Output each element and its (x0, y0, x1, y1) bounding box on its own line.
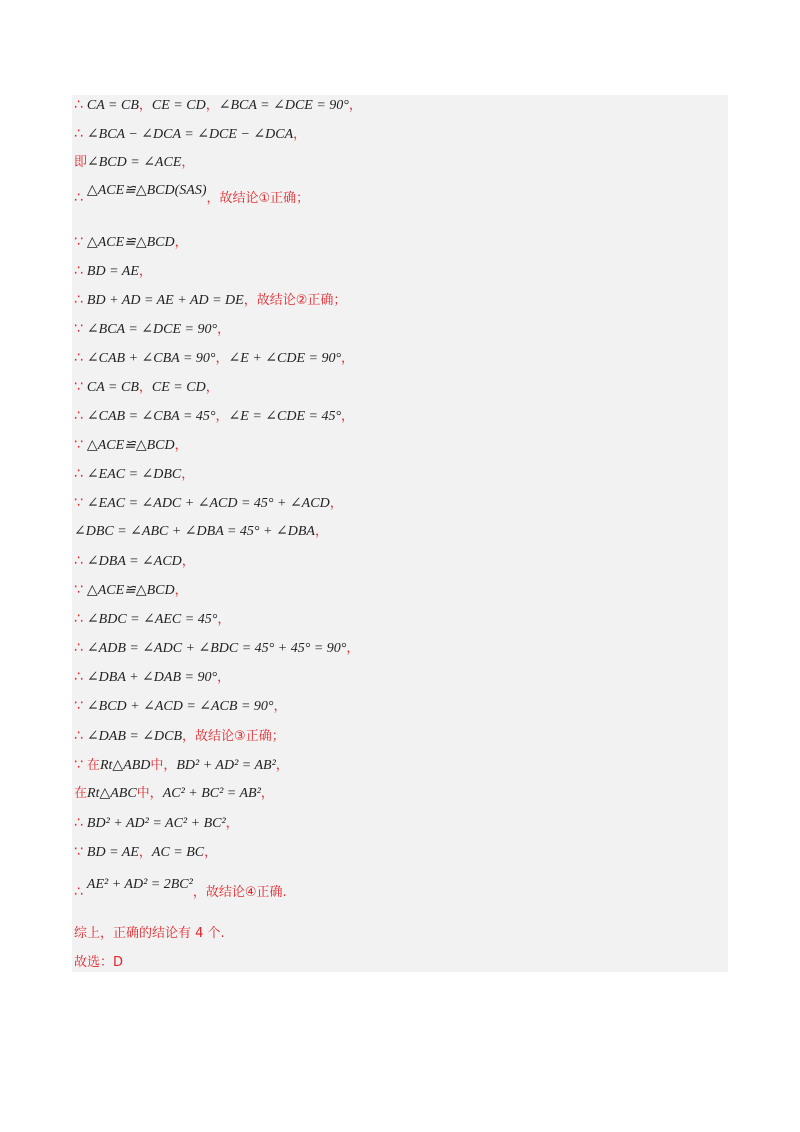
solution-line (74, 922, 225, 946)
math-expression: AC = BC (151, 845, 205, 860)
therefore-symbol: ∴ (74, 669, 83, 685)
math-expression: ∠BCD + ∠ACD = ∠ACB = 90° (86, 699, 274, 714)
solution-line (74, 951, 123, 975)
line-conclusion: ， (293, 127, 307, 142)
line-conclusion: ， (138, 264, 152, 279)
line-conclusion: ， (217, 322, 231, 337)
solution-line (74, 782, 274, 806)
math-expression: ∠E = ∠CDE = 45° (228, 409, 342, 424)
separator: ， (215, 409, 229, 424)
therefore-symbol: ∴ (74, 611, 83, 627)
because-symbol: ∵ (74, 757, 83, 773)
because-symbol: ∵ (74, 582, 83, 598)
solution-line (74, 288, 346, 312)
math-expression: BD = AE (86, 845, 139, 860)
solution-line (74, 259, 152, 283)
separator: ， (138, 380, 152, 395)
because-symbol: ∵ (74, 495, 83, 511)
solution-line (74, 462, 194, 486)
solution-line (74, 724, 285, 748)
solution-line (74, 694, 287, 718)
because-symbol: ∵ (74, 437, 83, 453)
math-expression: AE² + AD² = 2BC² (86, 877, 193, 892)
line-conclusion: ， (260, 786, 274, 801)
solution-line (74, 840, 217, 864)
math-expression: CA = CB (86, 380, 139, 395)
math-expression: AC² + BC² = AB² (162, 786, 261, 801)
math-expression: ∠ADB = ∠ADC + ∠BDC = 45° + 45° = 90° (86, 641, 347, 656)
math-expression: BD = AE (86, 264, 139, 279)
therefore-symbol: ∴ (74, 350, 83, 366)
because-symbol: ∵ (74, 844, 83, 860)
math-expression: ∠DAB = ∠DCB (86, 729, 183, 744)
line-conclusion: ，故结论②正确； (243, 293, 347, 308)
line-conclusion: ，故结论③正确； (182, 729, 285, 744)
separator: ， (205, 98, 219, 113)
math-expression: Rt△ABD (99, 758, 151, 773)
therefore-symbol: ∴ (74, 553, 83, 569)
math-expression: BD² + AD² = AB² (176, 758, 276, 773)
solution-line (74, 433, 188, 457)
solution-line (74, 636, 359, 660)
math-expression: △ACE≌△BCD (86, 583, 175, 598)
math-expression: ∠BCA = ∠DCE = 90° (218, 98, 349, 113)
therefore-symbol: ∴ (74, 466, 83, 482)
math-expression: CE = CD (151, 380, 206, 395)
math-expression: ∠E + ∠CDE = 90° (228, 351, 342, 366)
math-expression: ∠EAC = ∠ADC + ∠ACD = 45° + ∠ACD (86, 496, 330, 511)
solution-line (74, 877, 287, 904)
solution-line (74, 811, 239, 835)
line-conclusion: ， (275, 758, 289, 773)
line-conclusion: ， (181, 554, 195, 569)
math-expression: ∠BDC = ∠AEC = 45° (86, 612, 218, 627)
solution-line (74, 93, 362, 117)
math-expression: △ACE≌△BCD (86, 235, 175, 250)
line-conclusion: ， (346, 641, 360, 656)
solution-line (74, 317, 230, 341)
math-expression: ∠CAB = ∠CBA = 45° (86, 409, 216, 424)
math-expression: Rt△ABC (87, 786, 137, 801)
solution-line (74, 404, 354, 428)
line-conclusion: ， (204, 845, 218, 860)
solution-line (74, 230, 188, 254)
math-expression: ∠DBA + ∠DAB = 90° (86, 670, 218, 685)
solution-line (74, 578, 188, 602)
line-conclusion: ， (174, 438, 188, 453)
line-text: 在 (74, 786, 88, 801)
solution-line (74, 183, 310, 210)
line-conclusion: ， (225, 816, 239, 831)
separator: 中， (136, 786, 163, 801)
therefore-symbol: ∴ (74, 728, 83, 744)
solution-line (74, 491, 343, 515)
because-symbol: ∵ (74, 379, 83, 395)
line-conclusion: ， (329, 496, 343, 511)
line-conclusion: ， (217, 612, 231, 627)
line-conclusion: ， (341, 351, 355, 366)
math-expression: ∠DBA = ∠ACD (86, 554, 182, 569)
line-conclusion: ， (181, 467, 195, 482)
therefore-symbol: ∴ (74, 97, 83, 113)
line-conclusion: ， (341, 409, 355, 424)
separator: ， (138, 845, 152, 860)
line-conclusion: ， (348, 98, 362, 113)
therefore-symbol: ∴ (74, 126, 83, 142)
therefore-symbol: ∴ (74, 815, 83, 831)
math-expression: ∠BCA = ∠DCE = 90° (86, 322, 218, 337)
math-expression: ∠BCD = ∠ACE (87, 155, 182, 170)
math-expression: BD + AD = AE + AD = DE (86, 293, 244, 308)
line-conclusion: ，故结论④正确. (192, 885, 287, 900)
line-conclusion: ， (273, 699, 287, 714)
therefore-symbol: ∴ (74, 884, 83, 900)
line-conclusion: ， (174, 235, 188, 250)
line-conclusion: ， (217, 670, 231, 685)
therefore-symbol: ∴ (74, 408, 83, 424)
because-symbol: ∵ (74, 698, 83, 714)
because-symbol: ∵ (74, 321, 83, 337)
line-text: 综上，正确的结论有 4 个. (74, 926, 225, 941)
solution-line (74, 151, 194, 175)
math-expression: ∠DBC = ∠ABC + ∠DBA = 45° + ∠DBA (74, 524, 315, 539)
separator: ， (215, 351, 229, 366)
math-expression: CA = CB (86, 98, 139, 113)
line-text: 即 (74, 155, 88, 170)
line-conclusion: ， (181, 155, 195, 170)
math-expression: ∠EAC = ∠DBC (86, 467, 182, 482)
solution-line (74, 753, 289, 777)
solution-line (74, 549, 195, 573)
therefore-symbol: ∴ (74, 640, 83, 656)
therefore-symbol: ∴ (74, 190, 83, 206)
solution-line (74, 665, 230, 689)
line-conclusion: ， (174, 583, 188, 598)
line-conclusion: ， (205, 380, 219, 395)
therefore-symbol: ∴ (74, 292, 83, 308)
math-expression: △ACE≌△BCD (86, 438, 175, 453)
solution-line (74, 607, 230, 631)
line-conclusion: ，故结论①正确； (206, 191, 310, 206)
math-expression: ∠CAB + ∠CBA = 90° (86, 351, 216, 366)
solution-line (74, 346, 354, 370)
solution-line (74, 122, 306, 146)
line-text: 在 (86, 758, 100, 773)
line-text: 故选：D (74, 955, 124, 970)
separator: 中， (150, 758, 177, 773)
solution-line (74, 375, 219, 399)
separator: ， (138, 98, 152, 113)
math-expression: CE = CD (151, 98, 206, 113)
math-expression: △ACE≌△BCD(SAS) (86, 183, 207, 198)
solution-line (74, 520, 328, 544)
because-symbol: ∵ (74, 234, 83, 250)
math-expression: BD² + AD² = AC² + BC² (86, 816, 226, 831)
therefore-symbol: ∴ (74, 263, 83, 279)
line-conclusion: ， (314, 524, 328, 539)
math-expression: ∠BCA − ∠DCA = ∠DCE − ∠DCA (86, 127, 294, 142)
